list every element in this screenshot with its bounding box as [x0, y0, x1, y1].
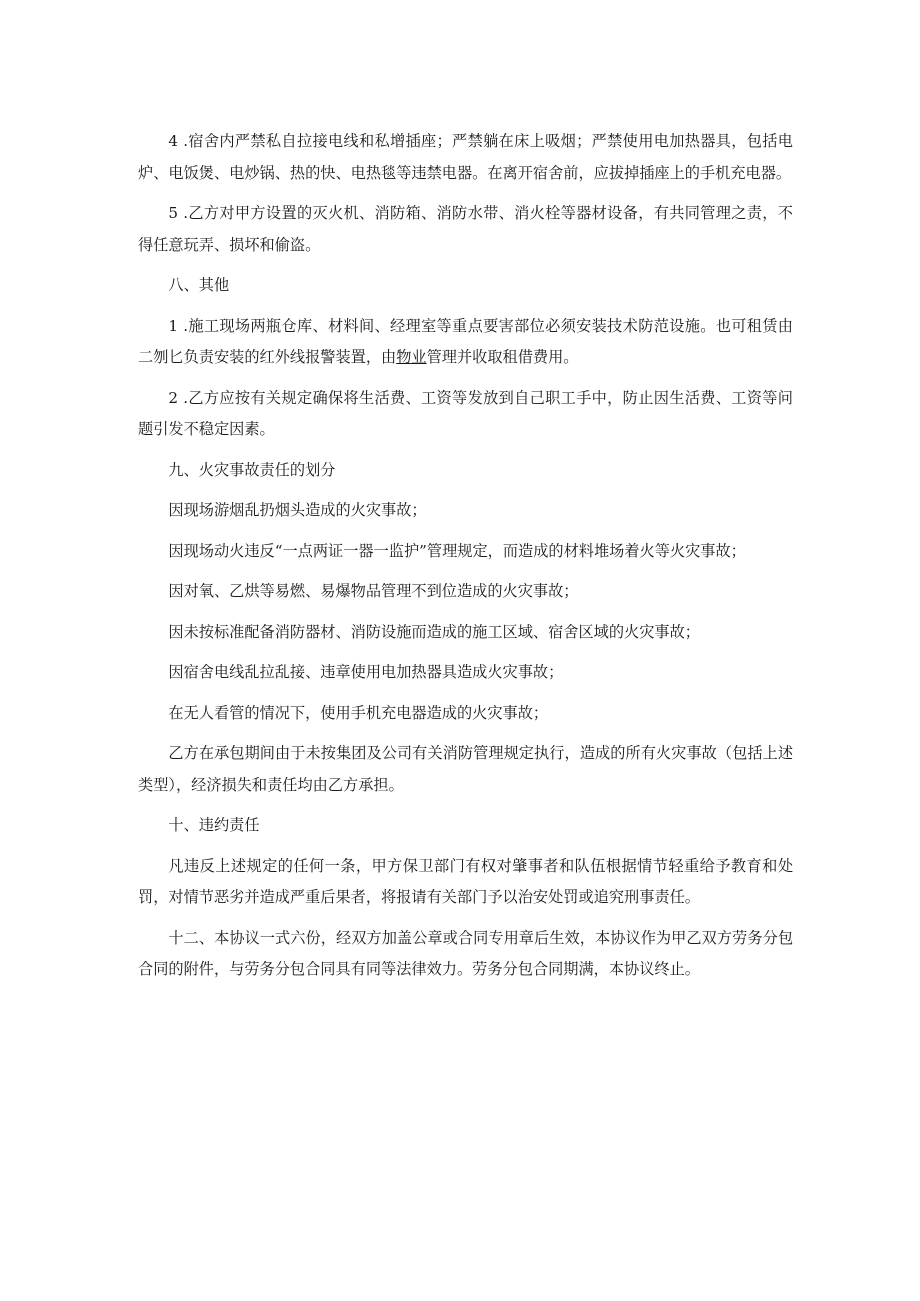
section-10-heading: 十、违约责任 [168, 816, 260, 834]
document-body [138, 126, 793, 995]
section-9-heading: 九、火灾事故责任的划分 [168, 460, 336, 479]
fire-case-1: 因现场游烟乱扔烟头造成的火灾事故； [168, 501, 427, 519]
item-8-1-security [138, 311, 793, 374]
section-8-heading: 八、其他 [168, 276, 230, 294]
fire-case-4: 因未按标准配备消防器材、消防设施而造成的施工区域、宿舍区域的火灾事故； [168, 622, 700, 641]
fire-case-2: 因现场动火违反“一点两证一器一监护”管理规定，而造成的材料堆场着火等火灾事故； [168, 541, 746, 560]
item-5-fire-equipment: 5 .乙方对甲方设置的灭火机、消防箱、消防水带、消火栓等器材设备，有共同管理之责，不得任意玩弄、损坏和偷盗。 [138, 204, 793, 254]
section-10-text: 凡违反上述规定的任何一条，甲方保卫部门有权对肇事者和队伍根据情节轻重给予教育和处罚，对情节恶劣并造成严重后果者，将报请有关部门予以治安处罚或追究刑事责任。 [138, 856, 793, 906]
item-4-dormitory-rules: 4 .宿舍内严禁私自拉接电线和私增插座；严禁躺在床上吸烟；严禁使用电加热器具，包括电炉、电饭煲、电炒锅、热的快、电热毯等违禁电器。在离开宿舍前，应拔掉插座上的手机充电器。 [138, 132, 793, 182]
fire-case-5: 因宿舍电线乱拉乱接、违章使用电加热器具造成火灾事故； [168, 663, 564, 681]
section-12-text: 十二、本协议一式六份，经双方加盖公章或合同专用章后生效，本协议作为甲乙双方劳务分包合同的附件，与劳务分包合同具有同等法律效力。劳务分包合同期满，本协议终止。 [138, 928, 793, 978]
fire-case-3: 因对氧、乙烘等易燃、易爆物品管理不到位造成的火灾事故； [168, 582, 579, 600]
item-8-2-wages: 2 .乙方应按有关规定确保将生活费、工资等发放到自己职工手中，防止因生活费、工资等问题引发不稳定因素。 [138, 388, 793, 438]
item-8-1-underlined-term: 物业 [396, 348, 427, 366]
fire-case-7: 乙方在承包期间由于未按集团及公司有关消防管理规定执行，造成的所有火灾事故（包括上述类型），经济损失和责任均由乙方承担。 [138, 744, 793, 794]
fire-case-6: 在无人看管的情况下，使用手机充电器造成的火灾事故； [168, 703, 549, 722]
item-8-1-text-b: 管理并收取租借费用。 [426, 348, 579, 366]
item-8-1-text-a: 1 .施工现场两瓶仓库、材料间、经理室等重点要害部位必须安装技术防范设施。也可租赁由二刎匕负责安装的红外线报警装置，由 [138, 316, 793, 366]
